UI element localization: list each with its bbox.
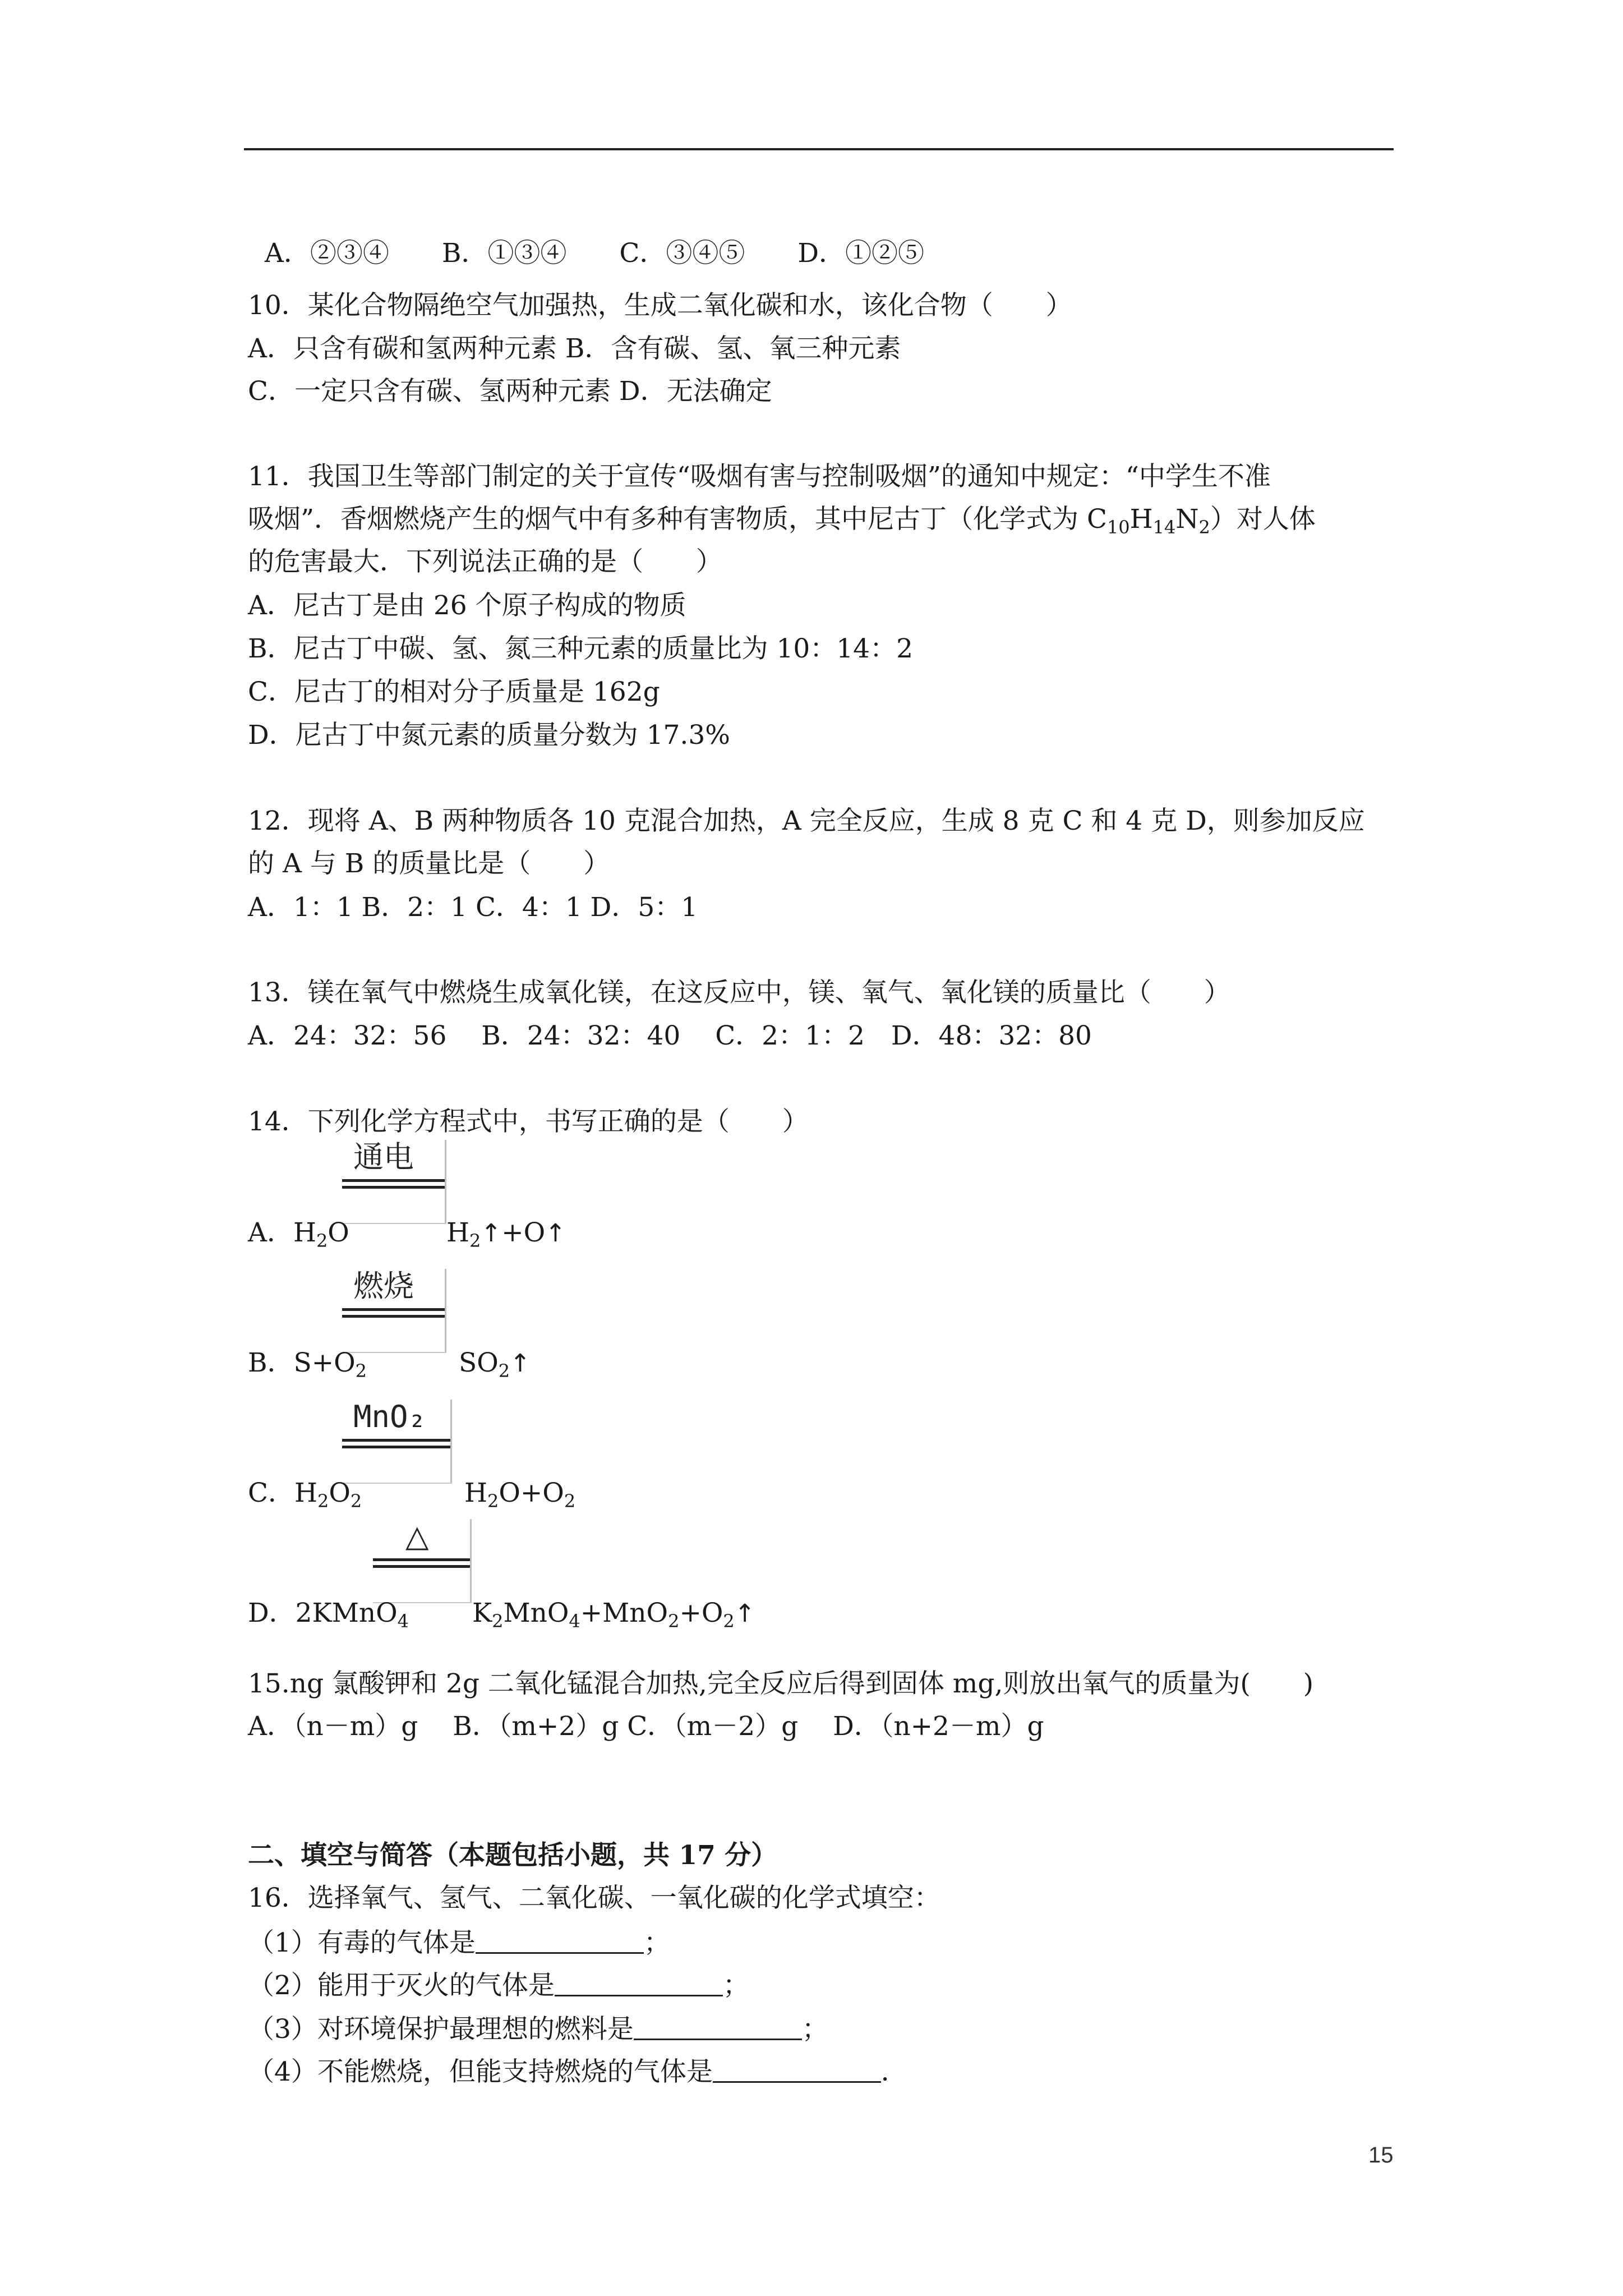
header-rule bbox=[244, 148, 1394, 150]
q16-item-3: （3）对环境保护最理想的燃料是 ； bbox=[248, 2012, 828, 2046]
q16-item-2: （2）能用于灭火的气体是 ； bbox=[248, 1968, 749, 2003]
answer-blank[interactable] bbox=[476, 1925, 644, 1954]
q14-option-d-reactant: D．2KMnO$_4$ bbox=[248, 1598, 409, 1632]
q13-options: A．24：32：56 B．24：32：40 C．2：1：2 D．48：32：80 bbox=[248, 1020, 1092, 1051]
page-number: 15 bbox=[1368, 2143, 1394, 2168]
up-arrow-icon: ↑ bbox=[510, 1349, 531, 1378]
q9-option-c: C．③④⑤ bbox=[619, 238, 745, 269]
q16-item-4: （4）不能燃烧，但能支持燃烧的气体是 ． bbox=[248, 2054, 907, 2089]
reaction-condition-c bbox=[342, 1400, 452, 1484]
section-2-title: 二、填空与简答（本题包括小题，共 17 分） bbox=[248, 1840, 778, 1871]
q14-option-b-product: $SO_2↑$ bbox=[459, 1347, 531, 1382]
up-arrow-icon: ↑ bbox=[545, 1219, 566, 1248]
q15-options: A．（n－m）g B．（m+2）g C．（m－2）g D．（n+2－m）g bbox=[248, 1711, 1044, 1742]
up-arrow-icon: ↑ bbox=[734, 1599, 755, 1628]
q14-option-a-reactant: A．$H_2O$ bbox=[248, 1217, 349, 1251]
q14-option-c-reactant: C．$H_2O_2$ bbox=[248, 1478, 362, 1512]
q11-option-a: A．尼古丁是由 26 个原子构成的物质 bbox=[248, 590, 686, 621]
q9-option-a: A．②③④ bbox=[264, 238, 389, 269]
q12-line-2: 的 A 与 B 的质量比是（ ） bbox=[248, 848, 610, 879]
reaction-condition-a bbox=[342, 1140, 446, 1224]
condition-label-electrolysis: 通电 bbox=[353, 1139, 414, 1175]
q10-stem: 10．某化合物隔绝空气加强热，生成二氧化碳和水，该化合物（ ） bbox=[248, 290, 1072, 321]
reaction-condition-d bbox=[373, 1519, 472, 1603]
q10-options-ab: A．只含有碳和氢两种元素 B．含有碳、氢、氧三种元素 bbox=[248, 333, 901, 364]
q14-option-a-product: $H_2↑+O↑$ bbox=[446, 1217, 566, 1251]
q11-option-d: D．尼古丁中氮元素的质量分数为 17.3% bbox=[248, 720, 730, 751]
q12-options: A．1：1 B．2：1 C．4：1 D．5：1 bbox=[248, 892, 698, 923]
q9-option-d: D．①②⑤ bbox=[797, 238, 925, 269]
condition-label-catalyst: MnO₂ bbox=[353, 1399, 427, 1434]
q11-option-b: B．尼古丁中碳、氢、氮三种元素的质量比为 10：14：2 bbox=[248, 633, 913, 664]
q15-stem: 15.ng 氯酸钾和 2g 二氧化锰混合加热,完全反应后得到固体 mg,则放出氧气的质量为( ) bbox=[248, 1668, 1314, 1699]
reaction-condition-b bbox=[342, 1269, 446, 1353]
answer-blank[interactable] bbox=[634, 2012, 802, 2040]
q16-stem: 16．选择氧气、氢气、二氧化碳、一氧化碳的化学式填空： bbox=[248, 1883, 940, 1913]
answer-blank[interactable] bbox=[555, 1968, 723, 1996]
q14-stem: 14．下列化学方程式中，书写正确的是（ ） bbox=[248, 1106, 809, 1137]
up-arrow-icon: ↑ bbox=[481, 1219, 502, 1248]
q9-option-b: B．①③④ bbox=[441, 238, 567, 269]
q14-option-c-product: $H_2O+O_2$ bbox=[464, 1478, 576, 1512]
q13-stem: 13．镁在氧气中燃烧生成氧化镁，在这反应中，镁、氧气、氧化镁的质量比（ ） bbox=[248, 977, 1230, 1008]
q11-line-2: 吸烟”．香烟燃烧产生的烟气中有多种有害物质，其中尼古丁（化学式为 $C_{10}H_{14}N_2$）对人体 bbox=[248, 504, 1316, 538]
q11-option-c: C．尼古丁的相对分子质量是 162g bbox=[248, 677, 660, 707]
answer-blank[interactable] bbox=[713, 2054, 881, 2083]
condition-label-heat: △ bbox=[405, 1519, 429, 1554]
q10-options-cd: C．一定只含有碳、氢两种元素 D．无法确定 bbox=[248, 376, 772, 407]
q14-option-b-reactant: B．$S+O_2$ bbox=[248, 1347, 367, 1382]
q16-item-1: （1）有毒的气体是 ； bbox=[248, 1925, 670, 1960]
q12-line-1: 12．现将 A、B 两种物质各 10 克混合加热，A 完全反应，生成 8 克 C 和 4 克 D，则参加反应 bbox=[248, 806, 1365, 836]
q11-line-3: 的危害最大．下列说法正确的是（ ） bbox=[248, 546, 722, 577]
q14-option-d-product: $K_2MnO_4+MnO_2+O_2↑$ bbox=[472, 1598, 755, 1632]
q9-options bbox=[248, 203, 924, 270]
condition-label-combustion: 燃烧 bbox=[353, 1268, 414, 1304]
q11-line-1: 11．我国卫生等部门制定的关于宣传“吸烟有害与控制吸烟”的通知中规定：“中学生不准 bbox=[248, 461, 1271, 492]
